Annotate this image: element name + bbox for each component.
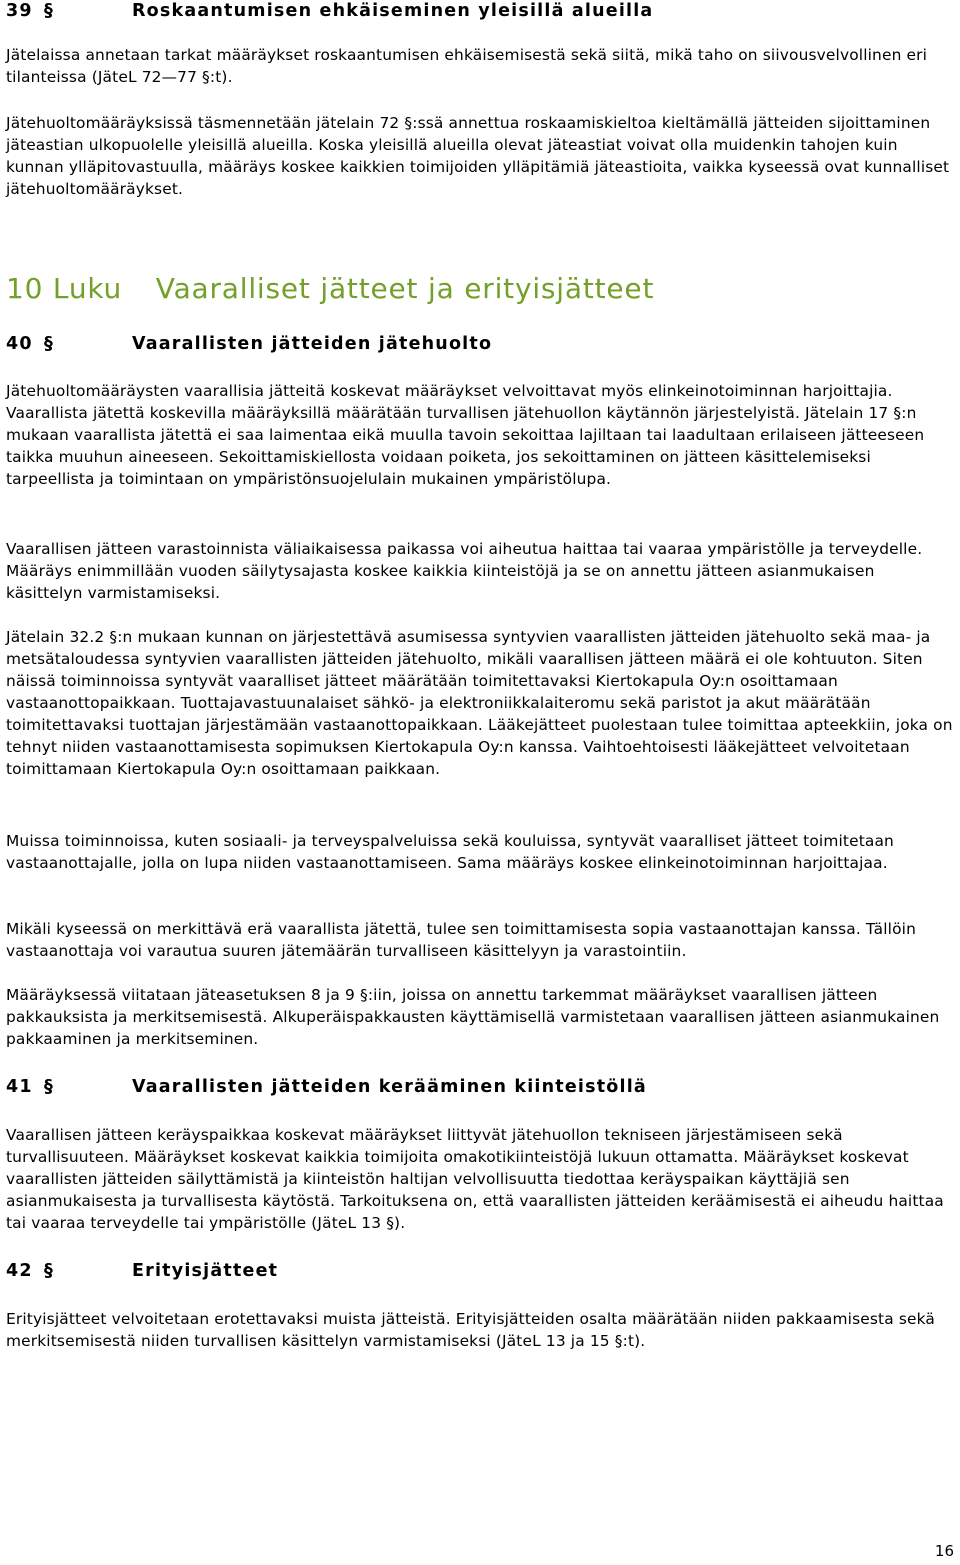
section-41-heading bbox=[6, 1076, 954, 1098]
section-title: Vaarallisten jätteiden kerääminen kiinteistöllä bbox=[132, 1077, 647, 1097]
section-39-paragraph-2: Jätehuoltomääräyksissä täsmennetään jätelain 72 §:ssä annettua roskaamiskieltoa kieltämällä jätteiden sijoittaminen jäteastian ulkopuolelle yleisillä alueilla. Koska yleisillä alueilla olevat jäteastiat voivat olla muidenkin tahojen kuin kunnan ylläpitovastuulla, määräys koskee kaikkien toimijoiden ylläpitämiä jäteastioita, vaikka kyseessä ovat kunnalliset jätehuoltomääräykset. bbox=[6, 114, 950, 198]
section-number: 39 bbox=[6, 1, 33, 21]
page-number: 16 bbox=[934, 1542, 954, 1560]
section-39-paragraph-1: Jätelaissa annetaan tarkat määräykset roskaantumisen ehkäisemisestä sekä siitä, mikä taho on siivousvelvollinen eri tilanteissa (JäteL 72—77 §:t). bbox=[6, 46, 928, 86]
section-number: 42 bbox=[6, 1261, 33, 1281]
chapter-title: Vaaralliset jätteet ja erityisjätteet bbox=[155, 272, 655, 305]
section-number: 40 bbox=[6, 334, 33, 354]
section-title: Roskaantumisen ehkäiseminen yleisillä alueilla bbox=[132, 1, 654, 21]
section-41-paragraph-1: Vaarallisen jätteen keräyspaikkaa koskevat määräykset liittyvät jätehuollon tekniseen järjestämiseen sekä turvallisuuteen. Määräykset koskevat kaikkia toimijoita omakotikiinteistöjä lukuun ottamatta. Määräykset koskevat vaarallisten jätteiden säilyttämistä ja kiinteistön haltijan velvollisuutta tiedottaa keräyspaikan käyttäjiä sen asianmukaisesta ja turvallisesta käytöstä. Tarkoituksena on, että vaarallisten jätteiden keräämisestä ei aiheudu haittaa tai vaaraa terveydelle tai ympäristölle (JäteL 13 §). bbox=[6, 1126, 944, 1232]
section-39-heading bbox=[6, 0, 954, 22]
section-title: Vaarallisten jätteiden jätehuolto bbox=[132, 334, 493, 354]
section-number: 41 bbox=[6, 1077, 33, 1097]
section-40-paragraph-2: Vaarallisen jätteen varastoinnista väliaikaisessa paikassa voi aiheutua haittaa tai vaaraa ympäristölle ja terveydelle. Määräys enimmillään vuoden säilytysajasta koskee kaikkia kiinteistöjä ja se on annettu jätteen asianmukaisen käsittelyn varmistamiseksi. bbox=[6, 540, 923, 602]
section-symbol: § bbox=[44, 1261, 54, 1281]
section-40-paragraph-1: Jätehuoltomääräysten vaarallisia jätteitä koskevat määräykset velvoittavat myös elinkeinotoiminnan harjoittajia. Vaarallista jätettä koskevilla määräyksillä määrätään turvallisen jätehuollon käytännön järjestelyistä. Jätelain 17 §:n mukaan vaarallista jätettä ei saa laimentaa eikä muulla tavoin sekoittaa lajiltaan tai laadultaan erilaiseen jätteeseen taikka muuhun aineeseen. Sekoittamiskiellosta voidaan poiketa, jos sekoittaminen on jätteen käsittelemiseksi tarpeellista ja toimintaan on ympäristönsuojelulain mukainen ympäristölupa. bbox=[6, 382, 925, 488]
section-title: Erityisjätteet bbox=[132, 1261, 279, 1281]
chapter-number: 10 Luku bbox=[6, 272, 123, 305]
section-40-paragraph-3: Jätelain 32.2 §:n mukaan kunnan on järjestettävä asumisessa syntyvien vaarallisten jätteiden jätehuolto sekä maa- ja metsätaloudessa syntyvien vaarallisten jätteiden jätehuolto, mikäli vaarallisen jätteen määrä ei ole kohtuuton. Siten näissä toiminnoissa syntyvät vaaralliset jätteet määrätään toimitettavaksi Kiertokapula Oy:n osoittamaan vastaanottopaikkaan. Tuottajavastuunalaiset sähkö- ja elektroniikkalaiteromu sekä paristot ja akut määrätään toimitettavaksi tuottajan järjestämään vastaanottopaikkaan. Lääkejätteet puolestaan tulee toimittaa apteekkiin, joka on tehnyt niiden vastaanottamisesta sopimuksen Kiertokapula Oy:n kanssa. Vaihtoehtoisesti lääkejätteet velvoitetaan toimittamaan Kiertokapula Oy:n osoittamaan paikkaan. bbox=[6, 628, 953, 778]
section-42-heading bbox=[6, 1260, 954, 1282]
section-symbol: § bbox=[44, 1077, 54, 1097]
section-40-heading bbox=[6, 333, 954, 355]
section-symbol: § bbox=[44, 334, 54, 354]
chapter-heading bbox=[6, 272, 954, 306]
section-40-paragraph-6: Määräyksessä viitataan jäteasetuksen 8 ja 9 §:iin, joissa on annettu tarkemmat määräykset vaarallisen jätteen pakkauksista ja merkitsemisestä. Alkuperäispakkausten käyttämisellä varmistetaan vaarallisen jätteen asianmukainen pakkaaminen ja merkitseminen. bbox=[6, 986, 940, 1048]
section-40-paragraph-4: Muissa toiminnoissa, kuten sosiaali- ja terveyspalveluissa sekä kouluissa, syntyvät vaaralliset jätteet toimitetaan vastaanottajalle, jolla on lupa niiden vastaanottamiseen. Sama määräys koskee elinkeinotoiminnan harjoittajaa. bbox=[6, 832, 894, 872]
section-symbol: § bbox=[44, 1, 54, 21]
section-40-paragraph-5: Mikäli kyseessä on merkittävä erä vaarallista jätettä, tulee sen toimittamisesta sopia vastaanottajan kanssa. Tällöin vastaanottaja voi varautua suuren jätemäärän turvalliseen käsittelyyn ja varastointiin. bbox=[6, 920, 916, 960]
section-42-paragraph-1: Erityisjätteet velvoitetaan erotettavaksi muista jätteistä. Erityisjätteiden osalta määrätään niiden pakkaamisesta sekä merkitsemisestä niiden turvallisen käsittelyn varmistamiseksi (JäteL 13 ja 15 §:t). bbox=[6, 1310, 935, 1350]
